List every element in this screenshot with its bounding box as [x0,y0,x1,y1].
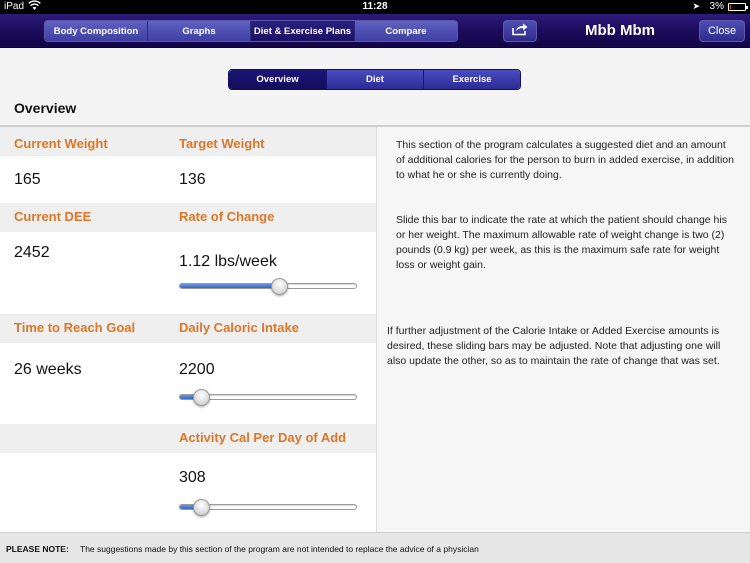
slider-thumb[interactable] [271,278,288,295]
note-text: The suggestions made by this section of the program are not intended to replace the advice of a physician [80,544,479,554]
status-bar [0,0,750,14]
footer-note [0,532,750,563]
battery-percent: 3% [709,1,724,12]
tab-diet[interactable]: Diet [327,70,424,89]
time-to-goal-value: 26 weeks [14,361,82,378]
daily-caloric-intake-value: 2200 [179,361,215,378]
note-label: PLEASE NOTE: [6,544,69,554]
time-to-goal-label: Time to Reach Goal [14,320,136,335]
nav-bar [0,14,750,48]
rate-of-change-slider[interactable] [179,283,357,289]
rate-of-change-value: 1.12 lbs/week [179,253,277,270]
main-tabs [44,20,458,42]
slider-thumb[interactable] [193,499,210,516]
clock: 11:28 [362,1,388,12]
share-button[interactable] [503,20,537,42]
rate-of-change-label: Rate of Change [179,209,275,224]
page-title: Mbb Mbm [585,22,655,39]
tab-diet-exercise-plans[interactable]: Diet & Exercise Plans [251,21,355,41]
target-weight-value[interactable]: 136 [179,171,206,188]
carrier-label: iPad [4,1,25,12]
current-weight-value: 165 [14,171,41,188]
tab-body-composition[interactable]: Body Composition [45,21,148,41]
location-icon: ➤ [692,1,700,11]
daily-caloric-intake-label: Daily Caloric Intake [179,320,299,335]
tab-overview[interactable]: Overview [229,70,327,89]
current-dee-label: Current DEE [14,209,92,224]
daily-caloric-intake-slider[interactable] [179,394,357,400]
tab-exercise[interactable]: Exercise [424,70,520,89]
metrics-panel [0,127,376,532]
tab-graphs[interactable]: Graphs [148,21,251,41]
section-title: Overview [14,100,77,116]
activity-cal-value: 308 [179,469,206,486]
current-dee-value: 2452 [14,244,50,261]
current-weight-label: Current Weight [14,136,108,151]
sub-tabs [228,69,521,90]
share-icon [511,22,529,41]
battery-level-fill [730,5,731,9]
rate-description: Slide this bar to indicate the rate at which the patient should change his or her weight. The maximum allowable rate of weight change is two (2) pounds (0.9 kg) per week, as this is the maximum safe rate for weight loss or weight gain. [396,214,727,271]
slider-fill [180,284,279,288]
adjust-description: If further adjustment of the Calorie Intake or Added Exercise amounts is desired, these sliding bars may be adjusted. Note that adjusting one will also update the other, so as to maintain the rate of change that was set. [387,325,721,367]
target-weight-label: Target Weight [179,136,265,151]
close-button[interactable]: Close [699,20,745,42]
battery-icon [728,3,746,11]
slider-thumb[interactable] [193,389,210,406]
overview-description: This section of the program calculates a suggested diet and an amount of additional calories for the person to burn in added exercise, in addition to what he or she is currently doing. [396,139,734,181]
tab-compare[interactable]: Compare [355,21,457,41]
activity-cal-slider[interactable] [179,504,357,510]
description-panel [376,127,750,532]
activity-cal-label: Activity Cal Per Day of Add [179,430,347,445]
